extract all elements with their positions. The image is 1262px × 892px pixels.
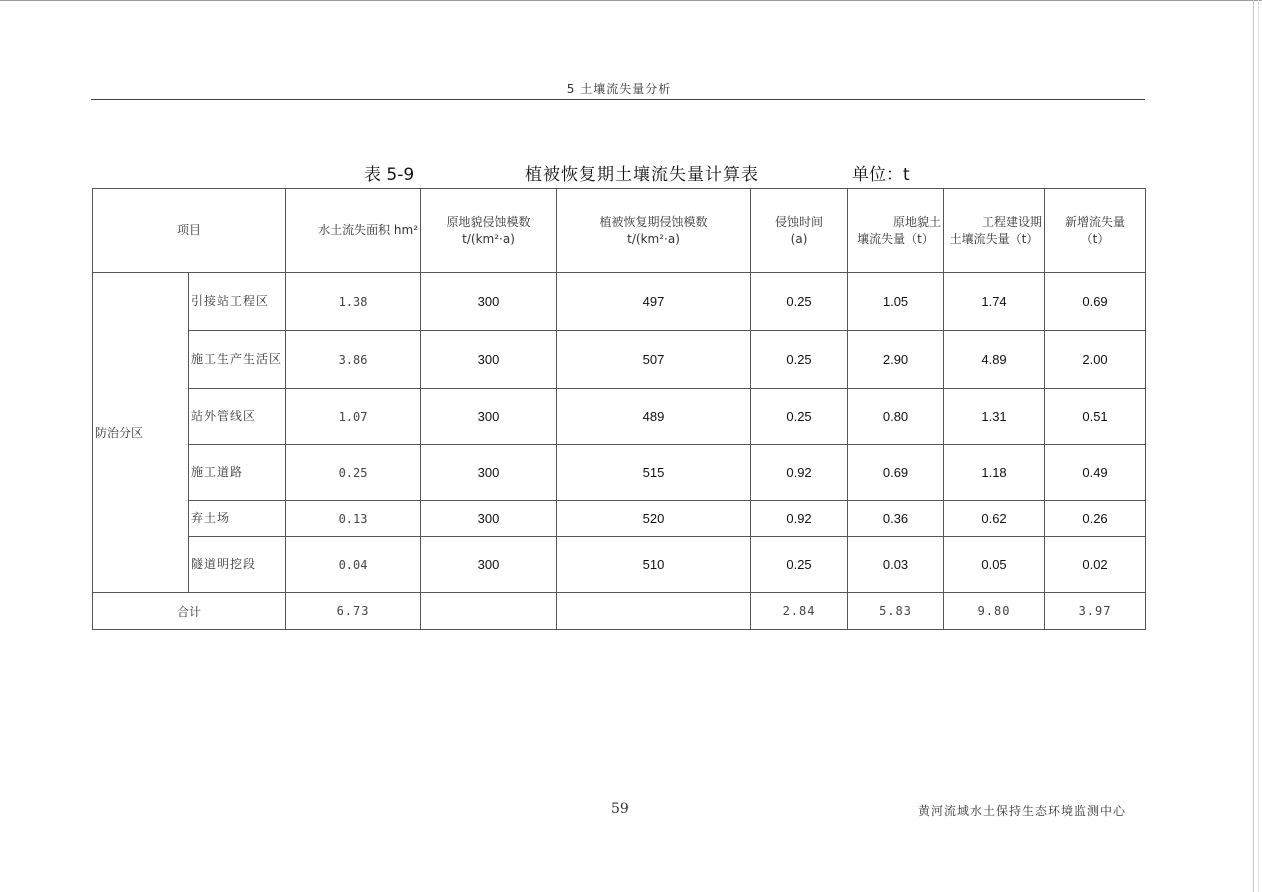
header-rule [91,99,1145,100]
row-area: 0.25 [286,445,421,501]
header-construction-loss: 工程建设期 土壤流失量（t） [944,189,1045,273]
row-time: 0.25 [751,537,848,593]
row-orig-loss: 0.69 [848,445,944,501]
row-orig-modulus: 300 [421,445,557,501]
row-time: 0.25 [751,389,848,445]
page-right-border-outer [1258,0,1259,892]
page-number: 59 [611,801,629,817]
header-row [93,189,1146,273]
row-orig-modulus: 300 [421,501,557,537]
row-name: 施工生产生活区 [189,331,286,389]
row-veg-modulus: 497 [557,273,751,331]
row-name: 站外管线区 [189,389,286,445]
header-item: 项目 [93,189,286,273]
header-veg-modulus: 植被恢复期侵蚀模数 t/(km²·a) [557,189,751,273]
row-new-loss: 0.51 [1045,389,1146,445]
table-row [93,501,1146,537]
row-time: 0.92 [751,445,848,501]
header-erosion-time: 侵蚀时间 (a) [751,189,848,273]
total-area: 6.73 [286,593,421,630]
row-orig-modulus: 300 [421,537,557,593]
row-veg-modulus: 510 [557,537,751,593]
page-right-border [1253,0,1254,892]
running-header: 5 土壤流失量分析 [566,82,672,96]
total-label: 合计 [93,593,286,630]
row-new-loss: 0.02 [1045,537,1146,593]
row-veg-modulus: 489 [557,389,751,445]
row-construction-loss: 0.05 [944,537,1045,593]
row-area: 1.38 [286,273,421,331]
row-new-loss: 0.26 [1045,501,1146,537]
table-row [93,537,1146,593]
table-row [93,389,1146,445]
header-area: 水土流失面积 hm² [286,189,421,273]
total-veg-modulus [557,593,751,630]
total-time: 2.84 [751,593,848,630]
table-row [93,273,1146,331]
total-construction-loss: 9.80 [944,593,1045,630]
table-row [93,445,1146,501]
row-orig-modulus: 300 [421,389,557,445]
soil-loss-table [92,188,1146,630]
row-new-loss: 2.00 [1045,331,1146,389]
row-new-loss: 0.69 [1045,273,1146,331]
row-time: 0.25 [751,331,848,389]
table-caption-unit: 单位：t [852,165,910,185]
row-construction-loss: 1.18 [944,445,1045,501]
header-orig-loss: 原地貌土 壤流失量（t） [848,189,944,273]
footer-organization: 黄河流域水土保持生态环境监测中心 [918,804,1127,818]
total-orig-modulus [421,593,557,630]
row-area: 0.13 [286,501,421,537]
page-top-border [0,0,1262,1]
row-orig-loss: 2.90 [848,331,944,389]
row-name: 隧道明挖段 [189,537,286,593]
row-veg-modulus: 507 [557,331,751,389]
row-orig-loss: 0.03 [848,537,944,593]
row-time: 0.25 [751,273,848,331]
row-area: 0.04 [286,537,421,593]
table-caption-number: 表 5-9 [364,165,415,185]
row-name: 弃土场 [189,501,286,537]
table-row [93,331,1146,389]
total-orig-loss: 5.83 [848,593,944,630]
row-time: 0.92 [751,501,848,537]
header-new-loss: 新增流失量 （t） [1045,189,1146,273]
zone-label: 防治分区 [93,273,189,593]
total-new-loss: 3.97 [1045,593,1146,630]
row-orig-modulus: 300 [421,331,557,389]
row-orig-loss: 1.05 [848,273,944,331]
row-new-loss: 0.49 [1045,445,1146,501]
header-orig-modulus: 原地貌侵蚀模数 t/(km²·a) [421,189,557,273]
row-construction-loss: 1.74 [944,273,1045,331]
row-construction-loss: 4.89 [944,331,1045,389]
table-caption-title: 植被恢复期土壤流失量计算表 [525,165,759,185]
row-area: 1.07 [286,389,421,445]
row-orig-loss: 0.80 [848,389,944,445]
row-name: 施工道路 [189,445,286,501]
row-construction-loss: 1.31 [944,389,1045,445]
total-row [93,593,1146,630]
row-name: 引接站工程区 [189,273,286,331]
row-veg-modulus: 520 [557,501,751,537]
row-veg-modulus: 515 [557,445,751,501]
row-orig-loss: 0.36 [848,501,944,537]
row-construction-loss: 0.62 [944,501,1045,537]
row-orig-modulus: 300 [421,273,557,331]
row-area: 3.86 [286,331,421,389]
